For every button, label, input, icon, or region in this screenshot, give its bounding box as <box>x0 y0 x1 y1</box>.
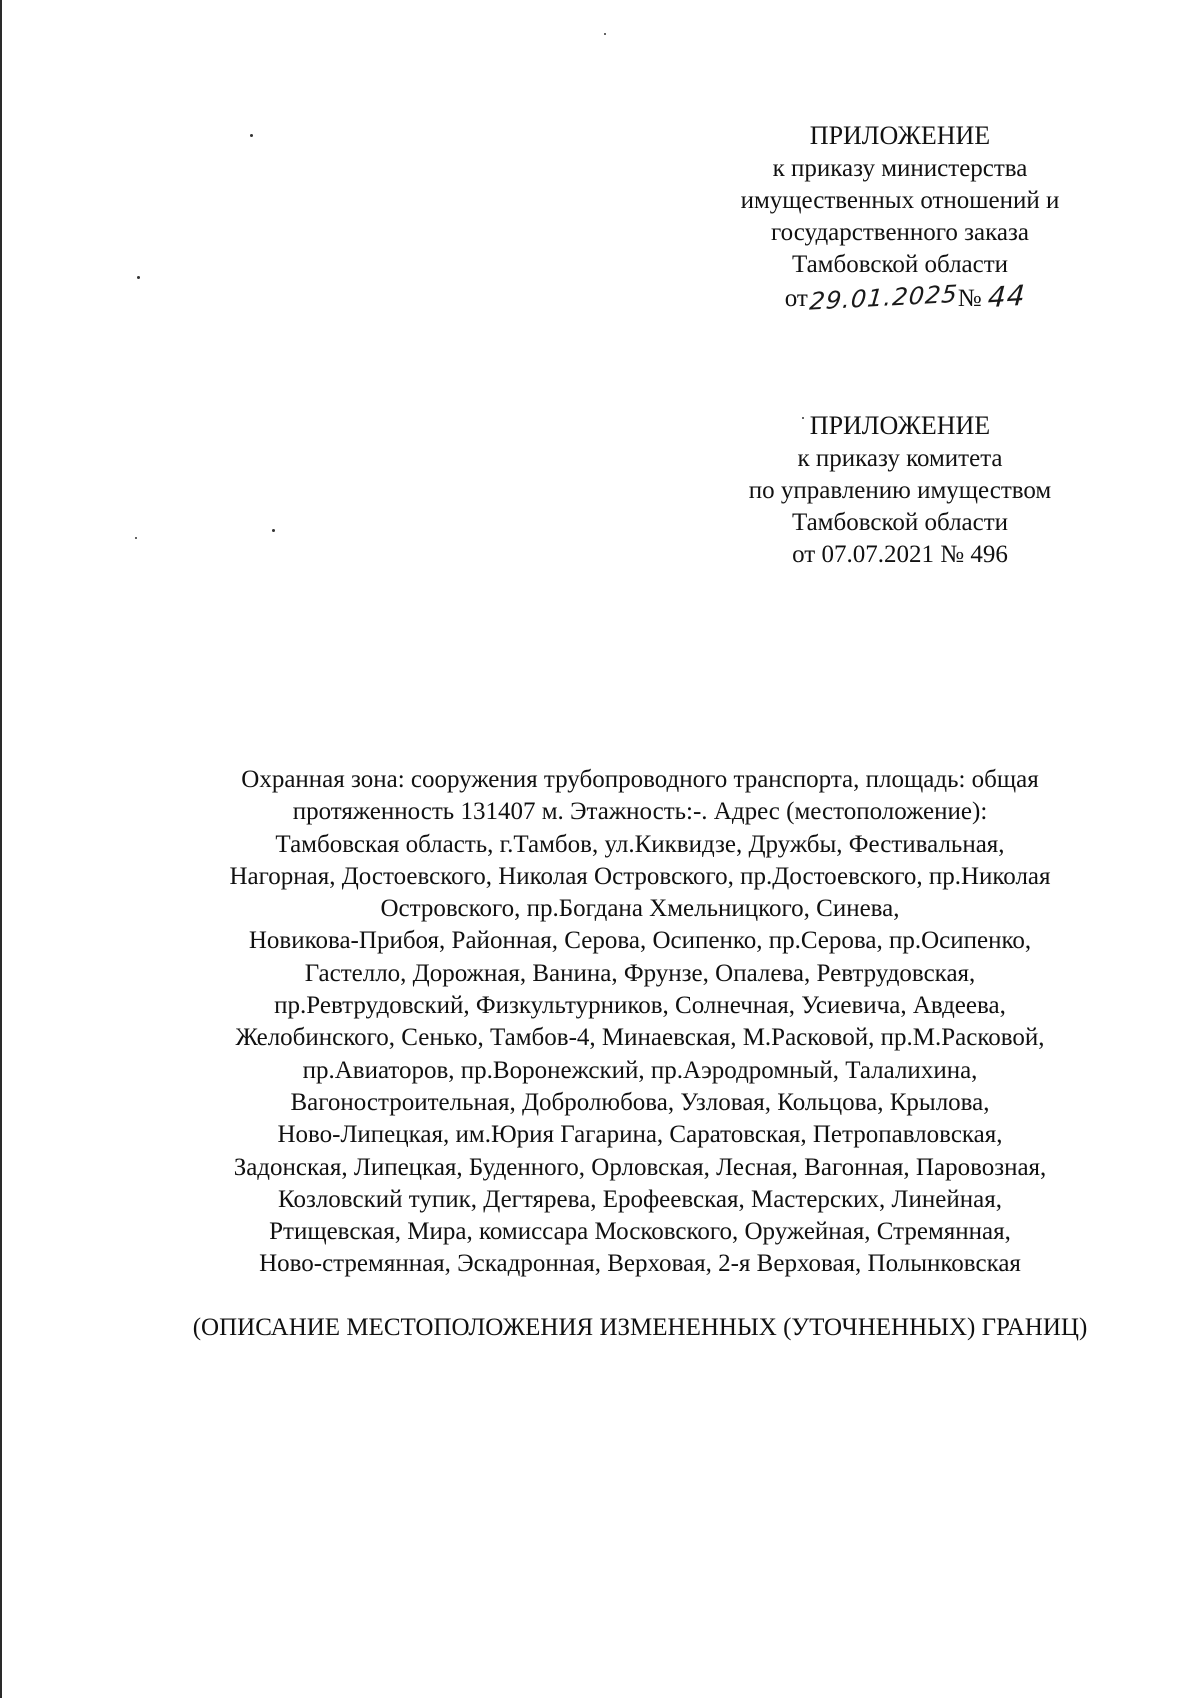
attachment-line: Тамбовской области <box>791 251 1009 278</box>
scan-speck <box>250 134 253 137</box>
boundary-description-caption: (ОПИСАНИЕ МЕСТОПОЛОЖЕНИЯ ИЗМЕНЕННЫХ (УТОЧНЕННЫХ) ГРАНИЦ) <box>192 1314 1088 1341</box>
description-line: Гастелло, Дорожная, Ванина, Фрунзе, Опалева, Ревтрудовская, <box>304 959 976 987</box>
description-line: Ново-стремянная, Эскадронная, Верховая, 2-я Верховая, Полынковская <box>259 1250 1021 1278</box>
scan-page-edge <box>0 0 2 1698</box>
zone-description <box>140 764 1140 1281</box>
attachment-block-ministry <box>700 119 1100 315</box>
handwritten-date: 29.01.2025 <box>808 279 959 316</box>
handwritten-number: 44 <box>986 278 1027 315</box>
description-line: протяженность 131407 м. Этажность:-. Адрес (местоположение): <box>292 798 988 826</box>
attachment-line: к приказу комитета <box>797 445 1003 472</box>
attachment-line: по управлению имуществом <box>748 477 1052 504</box>
description-line: Ртищевская, Мира, комиссара Московского, Оружейная, Стремянная, <box>269 1218 1011 1246</box>
attachment-line: имущественных отношений и <box>740 187 1060 214</box>
description-line: Тамбовская область, г.Тамбов, ул.Киквидзе, Дружбы, Фестивальная, <box>275 830 1005 858</box>
date-prefix: от <box>784 285 808 312</box>
scan-speck <box>272 529 275 532</box>
scan-speck <box>604 33 606 35</box>
attachment-heading: ПРИЛОЖЕНИЕ <box>809 411 991 440</box>
scan-speck <box>135 537 137 539</box>
attachment-line: государственного заказа <box>771 219 1029 246</box>
description-line: пр.Авиаторов, пр.Воронежский, пр.Аэродромный, Талалихина, <box>302 1056 978 1084</box>
description-line: Новикова-Прибоя, Районная, Серова, Осипенко, пр.Серова, пр.Осипенко, <box>248 927 1032 955</box>
attachment-heading: ПРИЛОЖЕНИЕ <box>809 121 991 150</box>
description-line: Островского, пр.Богдана Хмельницкого, Синева, <box>380 895 900 923</box>
attachment-order-date-line: от 07.07.2021 № 496 <box>792 541 1008 568</box>
description-line: Задонская, Липецкая, Буденного, Орловская, Лесная, Вагонная, Паровозная, <box>233 1153 1047 1181</box>
number-prefix: № <box>957 285 982 312</box>
scan-speck <box>137 276 140 279</box>
description-line: Охранная зона: сооружения трубопроводного транспорта, площадь: общая <box>241 766 1039 793</box>
attachment-line: Тамбовской области <box>791 509 1009 536</box>
description-line: Желобинского, Сенько, Тамбов-4, Минаевская, М.Расковой, пр.М.Расковой, <box>235 1024 1045 1052</box>
description-line: пр.Ревтрудовский, Физкультурников, Солнечная, Усиевича, Авдеева, <box>274 992 1006 1020</box>
description-line: Вагоностроительная, Добролюбова, Узловая, Кольцова, Крылова, <box>290 1088 990 1116</box>
order-date-number-line <box>710 278 1100 316</box>
description-line: Козловский тупик, Дегтярева, Ерофеевская, Мастерских, Линейная, <box>278 1185 1002 1213</box>
attachment-block-committee <box>700 409 1100 571</box>
description-line: Ново-Липецкая, им.Юрия Гагарина, Саратовская, Петропавловская, <box>277 1121 1003 1149</box>
attachment-line: к приказу министерства <box>772 155 1028 182</box>
description-line: Нагорная, Достоевского, Николая Островского, пр.Достоевского, пр.Николая <box>229 862 1051 890</box>
